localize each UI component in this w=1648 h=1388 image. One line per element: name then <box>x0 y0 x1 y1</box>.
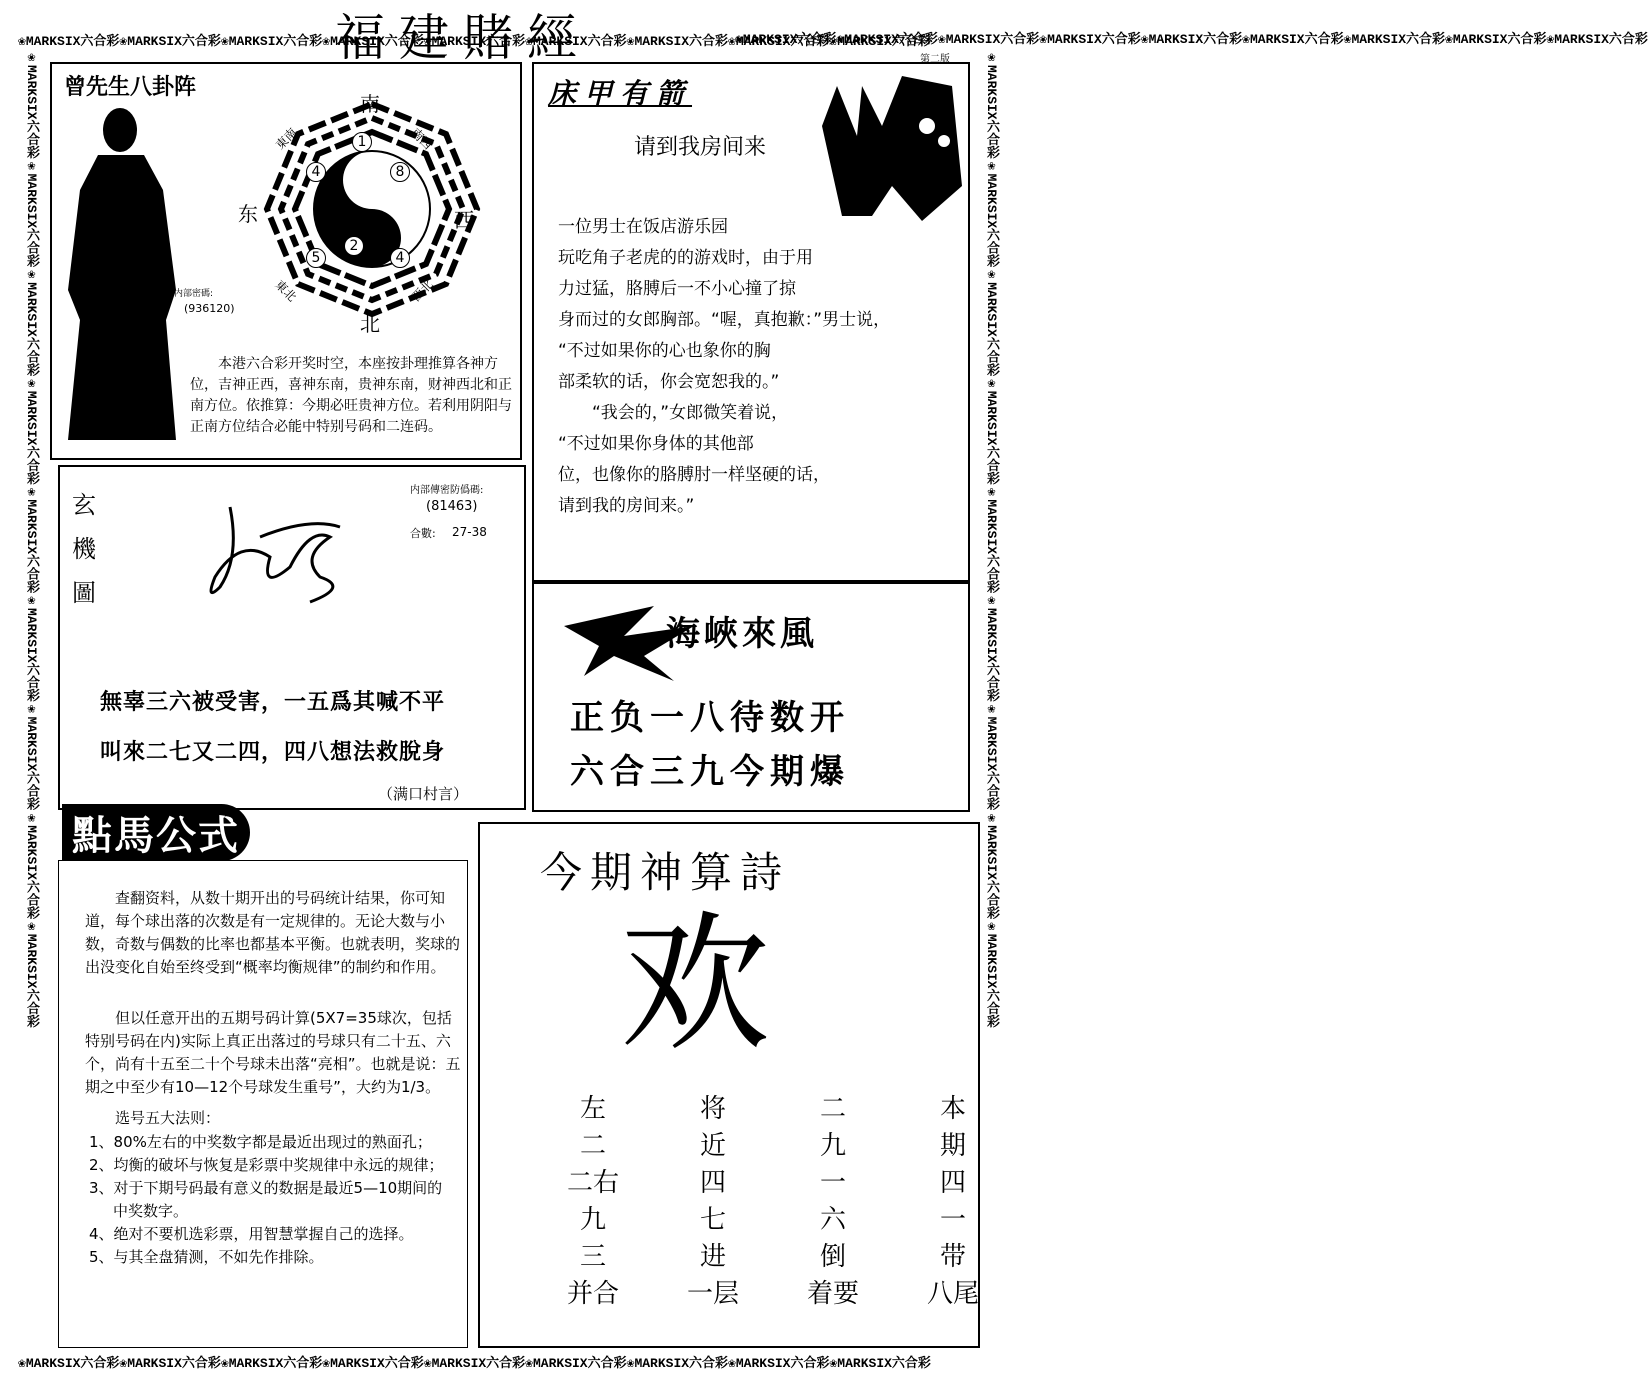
story-line: 请到我的房间来。” <box>558 496 695 516</box>
bagua-num-0: 4 <box>306 162 326 182</box>
bagua-num-2: 8 <box>390 162 410 182</box>
dir-south: 南 <box>360 92 380 116</box>
dir-northwest: 西北 <box>408 277 436 305</box>
poem-cell: 九 <box>579 1205 606 1235</box>
formula-rule: 4、绝对不要机选彩票，用智慧掌握自己的选择。 <box>89 1225 414 1243</box>
xuanji-char: 圖 <box>72 579 96 607</box>
formula-p1: 查翻资料，从数十期开出的号码统计结果，你可知道，每个球出落的次数是有一定规律的。无论大数与小数，奇数与偶数的比率也都基本平衡。也就表明，奖球的出没变化自始至终受到“概率均衡规律”的制约和作用。 <box>85 889 461 976</box>
formula-rules <box>89 1131 455 1269</box>
poem-cell: 带 <box>939 1242 966 1272</box>
monster-illustration <box>802 66 967 226</box>
poem-cell: 进 <box>699 1242 726 1272</box>
poem-cell: 四 <box>699 1168 726 1198</box>
bagua-panel <box>50 62 522 460</box>
poem-cell: 本 <box>939 1094 966 1124</box>
poem-panel <box>478 822 980 1348</box>
poem-cell: 九 <box>819 1131 846 1161</box>
story-line: 部柔软的话，你会宽恕我的。” <box>558 372 780 392</box>
story-line: “我会的，”女郎微笑着说， <box>558 403 789 423</box>
xuanji-label <box>72 483 96 615</box>
formula-rule: 2、均衡的破坏与恢复是彩票中奖规律中永远的规律； <box>89 1156 444 1174</box>
bagua-text: 本港六合彩开奖时空，本座按卦理推算各神方位，吉神正西，喜神东南，贵神东南，财神西北和正南方位。依推算：今期必旺贵神方位。若利用阴阳与正南方位结合必能中特别号码和二连码。 <box>190 356 512 435</box>
poem-grid <box>548 1092 998 1312</box>
poem-cell: 二右 <box>566 1168 619 1198</box>
poem-cell: 并合 <box>566 1279 619 1309</box>
story-line: 玩吃角子老虎的的游戏时，由于用 <box>558 248 813 268</box>
xuanji-char: 玄 <box>72 491 96 519</box>
dir-southwest: 南西 <box>408 125 436 153</box>
xuanji-source: （满口村言） <box>378 785 469 803</box>
poem-cell: 四 <box>939 1168 966 1198</box>
story-subtitle: 请到我房间来 <box>634 135 767 160</box>
story-banner: 床甲有箭 <box>548 77 693 110</box>
formula-rule: 3、对于下期号码最有意义的数据是最近5—10期间的中奖数字。 <box>89 1179 443 1220</box>
story-line: 身而过的女郎胸部。“喔，真抱歉：”男士说， <box>558 310 891 330</box>
poem-cell: 一层 <box>686 1279 739 1309</box>
poem-cell: 八尾 <box>926 1279 979 1309</box>
poem-cell: 倒 <box>819 1242 846 1272</box>
poem-cell: 左 <box>579 1094 606 1124</box>
formula-rules-title: 选号五大法则： <box>115 1109 221 1127</box>
poem-cell: 期 <box>939 1131 966 1161</box>
dir-north: 北 <box>360 312 380 336</box>
bagua-num-5: 4 <box>390 248 410 268</box>
bagua-num-1: 1 <box>352 132 372 152</box>
dir-east: 东 <box>238 202 258 226</box>
story-body <box>558 212 958 522</box>
poem-cell: 六 <box>819 1205 846 1235</box>
dir-southeast: 東南 <box>272 125 300 153</box>
poem-cell: 近 <box>699 1131 726 1161</box>
top-left-marquee: ❀MARKSIX六合彩❀MARKSIX六合彩❀MARKSIX六合彩❀MARKSIX六合彩❀MARKSIX六合彩❀MARKSIX六合彩❀MARKSIX六合彩❀MARKSIX六合彩❀MARKSIX六合彩 <box>18 34 931 49</box>
xuanji-code-label: 内部傳密防僞碼: <box>410 485 484 496</box>
dir-west: 西 <box>454 208 474 232</box>
poem-cell: 一 <box>939 1205 966 1235</box>
formula-panel <box>58 860 468 1348</box>
story-line: 一位男士在饭店游乐园 <box>558 217 728 237</box>
poem-title: 今期神算詩 <box>540 848 791 897</box>
strait-line2: 六合三九今期爆 <box>570 752 850 792</box>
left-border-text: ❀MARKSIX六合彩❀MARKSIX六合彩❀MARKSIX六合彩❀MARKSIX六合彩❀MARKSIX六合彩❀MARKSIX六合彩❀MARKSIX六合彩❀MARKSIX六合彩❀MARKSIX六合彩 <box>24 50 39 1028</box>
dir-northeast: 東北 <box>272 277 300 305</box>
xuanji-code-value: (81463) <box>426 499 478 514</box>
xuanji-sum-value: 27-38 <box>452 525 487 539</box>
xuanji-line2: 叫來二七又二四，四八想法救脫身 <box>100 740 446 765</box>
edition-label: 第二版 <box>920 54 950 65</box>
strait-title: 海峽來風 <box>666 614 818 654</box>
man-silhouette-figure <box>58 100 198 460</box>
bagua-num-4: 2 <box>344 236 364 256</box>
story-line: “不过如果你身体的其他部 <box>558 434 754 454</box>
formula-rule: 1、80%左右的中奖数字都是最近出现过的熟面孔； <box>89 1133 432 1151</box>
xuanji-sum-label: 合數: <box>410 527 436 540</box>
story-line: “不过如果你的心也象你的胸 <box>558 341 771 361</box>
poem-cell: 一 <box>819 1168 846 1198</box>
poem-cell: 七 <box>699 1205 726 1235</box>
bagua-code-label: 内部密碼: <box>174 289 214 299</box>
formula-p2: 但以任意开出的五期号码计算(5X7=35球次，包括特别号码在内)实际上真正出落过的号球只有二十五、六个，尚有十五至二十个号球未出落“亮相”。也就是说：五期之中至少有10—12个号球发生重号”，大约为1/3。 <box>85 1009 461 1096</box>
right-border-text: ❀MARKSIX六合彩❀MARKSIX六合彩❀MARKSIX六合彩❀MARKSIX六合彩❀MARKSIX六合彩❀MARKSIX六合彩❀MARKSIX六合彩❀MARKSIX六合彩❀MARKSIX六合彩 <box>984 50 999 1028</box>
page-title: 福建賭經 <box>335 9 591 67</box>
strait-panel <box>532 582 970 812</box>
poem-big-char: 欢 <box>620 898 771 1072</box>
poem-cell: 二 <box>579 1131 606 1161</box>
poem-cell: 三 <box>579 1242 606 1272</box>
poem-cell: 将 <box>699 1094 726 1124</box>
bagua-code-value: (936120) <box>184 302 235 315</box>
formula-title: 點馬公式 <box>62 804 250 861</box>
xuanji-char: 機 <box>72 535 96 563</box>
poem-cell: 二 <box>819 1094 846 1124</box>
bagua-heading: 曾先生八卦阵 <box>64 75 197 100</box>
bottom-marquee: ❀MARKSIX六合彩❀MARKSIX六合彩❀MARKSIX六合彩❀MARKSIX六合彩❀MARKSIX六合彩❀MARKSIX六合彩❀MARKSIX六合彩❀MARKSIX六合彩❀MARKSIX六合彩 <box>18 1356 931 1371</box>
story-line: 力过猛，胳膊后一不小心撞了掠 <box>558 279 796 299</box>
left-border <box>22 50 40 1345</box>
xuanji-line1: 無辜三六被受害，一五爲其喊不平 <box>100 690 446 715</box>
strait-line1: 正负一八待数开 <box>570 698 850 738</box>
story-line: 位，也像你的胳膊肘一样坚硬的话， <box>558 465 830 485</box>
story-panel <box>532 62 970 582</box>
poem-cell: 着要 <box>806 1279 859 1309</box>
formula-rule: 5、与其全盘猜测，不如先作排除。 <box>89 1248 324 1266</box>
xuanji-panel <box>58 465 526 810</box>
xuanji-scribble <box>200 497 400 607</box>
top-right-marquee: ❀MARKSIX六合彩❀MARKSIX六合彩❀MARKSIX六合彩❀MARKSIX六合彩❀MARKSIX六合彩❀MARKSIX六合彩❀MARKSIX六合彩❀MARKSIX六合彩❀MARKSIX六合彩 <box>735 32 1648 47</box>
bagua-num-3: 5 <box>306 248 326 268</box>
